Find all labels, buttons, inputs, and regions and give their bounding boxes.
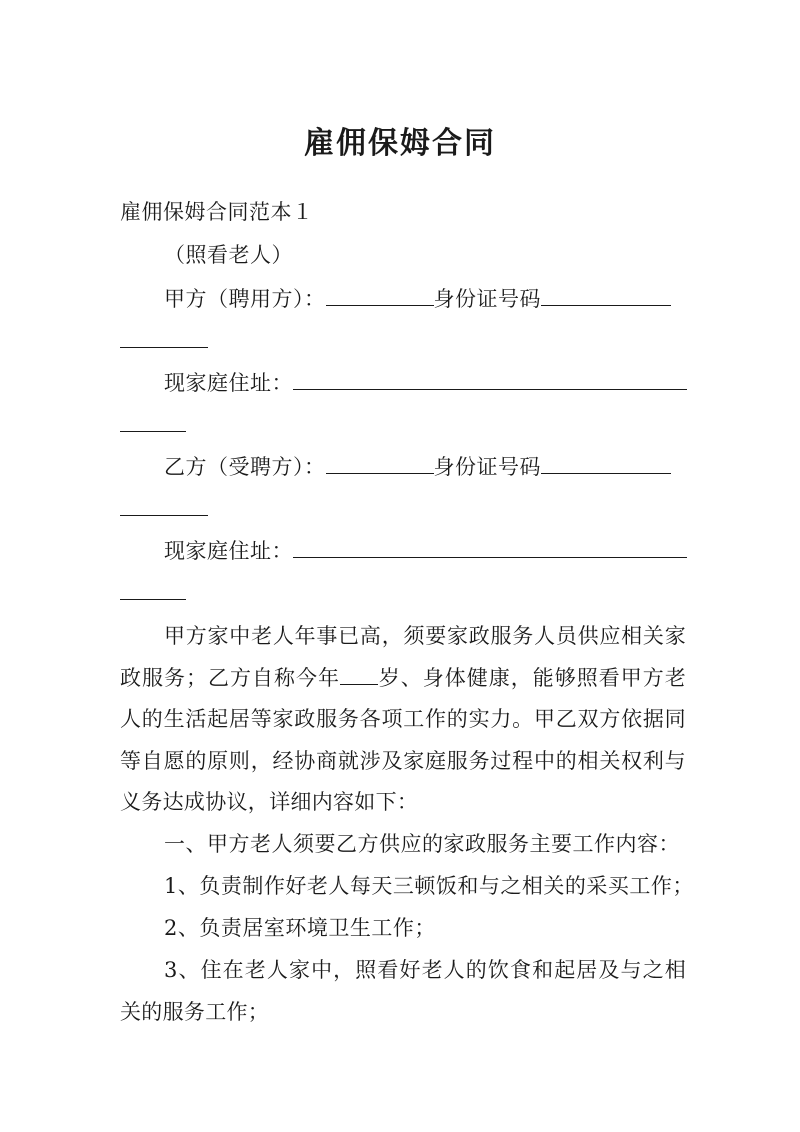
- intro-part1: 甲方家中老人年事已高，须要家政服务人员供应相关家政服务；乙方自称今年: [120, 624, 686, 690]
- party-b-label: 乙方（受聘方）：: [164, 455, 326, 479]
- intro-part2: 岁、身体健康，能够照看甲方老人的生活起居等家政服务各项工作的实力。甲乙双方依据同等自愿的原则，经协商就涉及家庭服务过程中的相关权利与义务达成协议，详细内容如下：: [120, 665, 686, 814]
- party-a-id-blank-cont[interactable]: [120, 325, 208, 348]
- document-subtitle: 雇佣保姆合同范本１: [120, 200, 314, 224]
- party-b-address-blank-cont[interactable]: [120, 577, 186, 600]
- party-b-id-label: 身份证号码: [433, 455, 541, 479]
- party-b-address-blank[interactable]: [293, 535, 687, 558]
- party-a-id-label: 身份证号码: [433, 287, 541, 311]
- party-b-row-continuation: [120, 493, 208, 524]
- party-a-id-blank[interactable]: [541, 283, 671, 306]
- party-b-row: [164, 451, 671, 482]
- party-a-name-blank[interactable]: [326, 283, 434, 306]
- party-b-address-continuation: [120, 577, 186, 608]
- party-a-row: [164, 283, 671, 314]
- party-a-row-continuation: [120, 325, 208, 356]
- age-blank[interactable]: [340, 664, 378, 685]
- party-b-name-blank[interactable]: [326, 451, 434, 474]
- party-b-id-blank[interactable]: [541, 451, 671, 474]
- party-b-address-row: [164, 535, 687, 566]
- party-a-address-label: 现家庭住址：: [164, 371, 293, 395]
- party-a-address-row: [164, 367, 687, 398]
- party-b-address-label: 现家庭住址：: [164, 539, 293, 563]
- party-b-id-blank-cont[interactable]: [120, 493, 208, 516]
- list-item: 3、住在老人家中，照看好老人的饮食和起居及与之相关的服务工作；: [120, 958, 686, 1024]
- party-a-address-continuation: [120, 409, 186, 440]
- list-item: 1、负责制作好老人每天三顿饭和与之相关的采买工作；: [164, 874, 694, 898]
- intro-paragraph: [120, 616, 686, 824]
- party-a-address-blank[interactable]: [293, 367, 687, 390]
- list-item: 2、负责居室环境卫生工作；: [164, 916, 436, 940]
- care-note: （照看老人）: [164, 243, 293, 267]
- party-a-address-blank-cont[interactable]: [120, 409, 186, 432]
- party-a-label: 甲方（聘用方）：: [164, 287, 326, 311]
- document-title: 雇佣保姆合同: [304, 126, 496, 161]
- section-1-heading: 一、甲方老人须要乙方供应的家政服务主要工作内容：: [164, 832, 680, 856]
